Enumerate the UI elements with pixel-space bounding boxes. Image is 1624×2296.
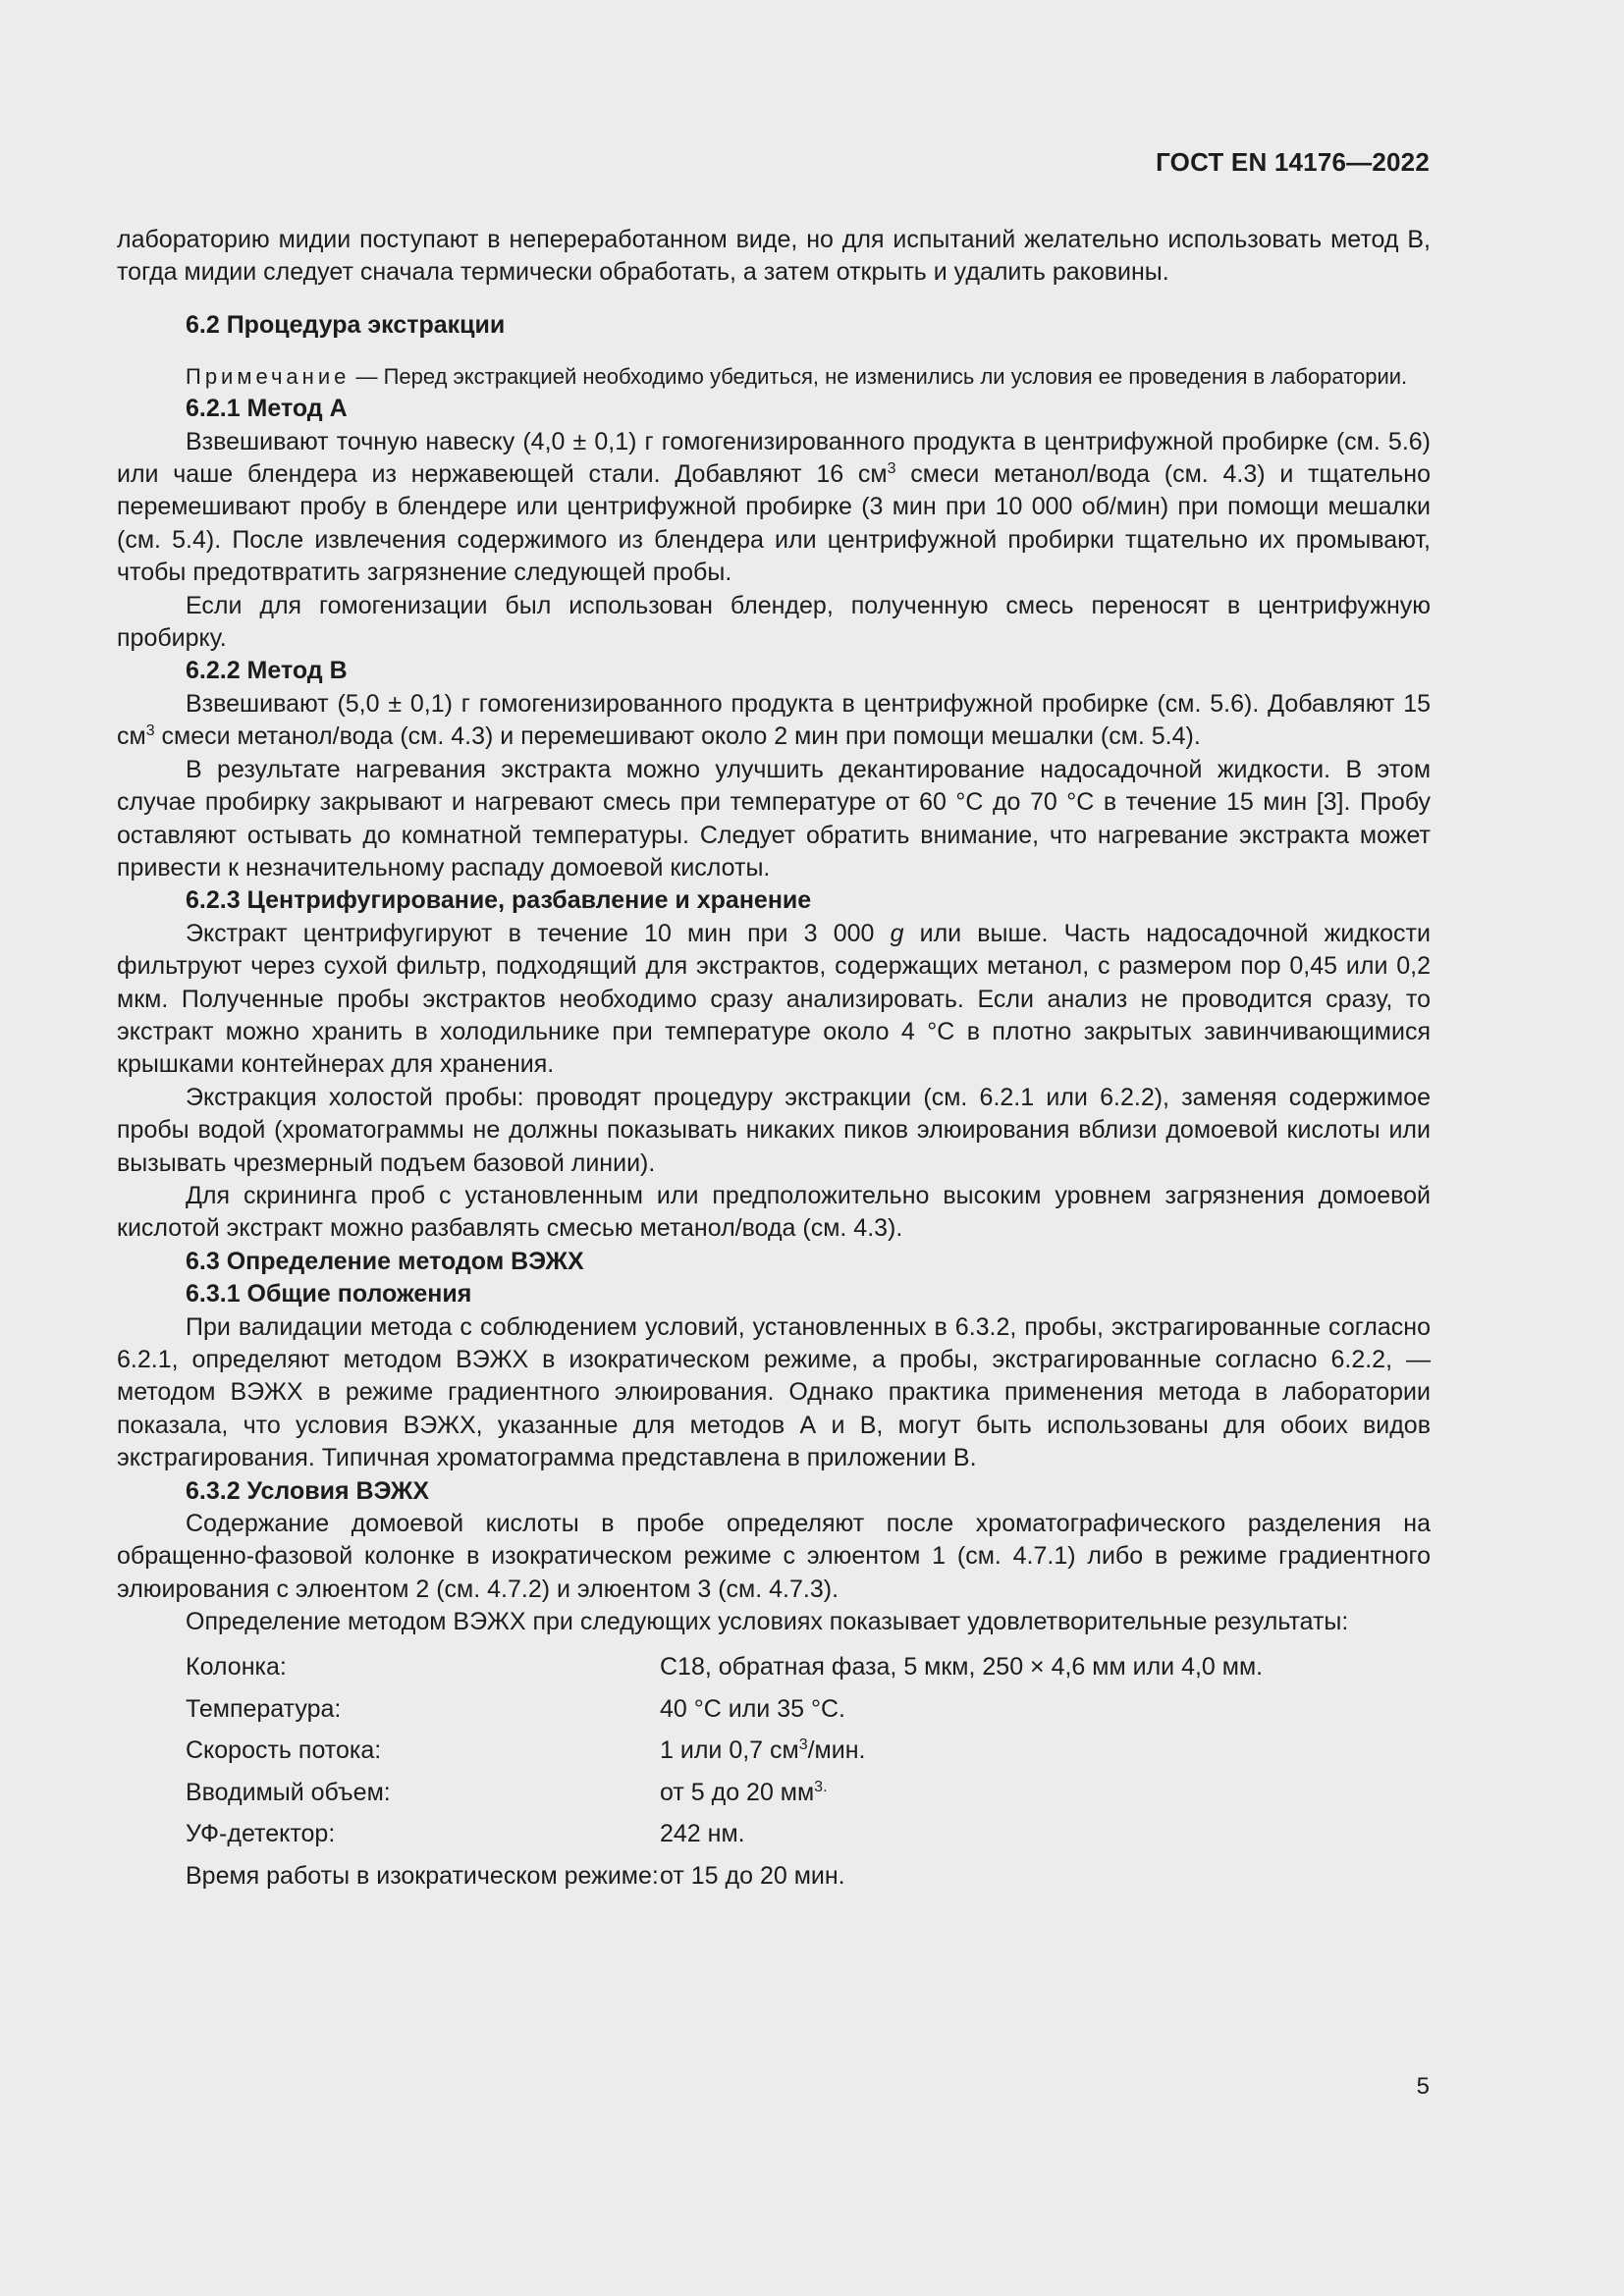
condition-value: от 15 до 20 мин.	[660, 1861, 845, 1890]
text-run: Взвешивают точную навеску (4,0 ± 0,1) г гомогенизированного продукта в центрифужной пробирке (см. 5.6) или чаше блендера из нержавеющей стали. Добавляют 16 см	[117, 427, 1431, 489]
paragraph: Для скрининга проб с установленным или предположительно высоким уровнем загрязнения домоевой кислотой экстракт можно разбавлять смесью метанол/вода (см. 4.3).	[117, 1181, 1431, 1243]
paragraph	[117, 918, 1431, 1082]
section-6-2-1-title: 6.2.1 Метод А	[186, 395, 348, 423]
text-run: Взвешивают (5,0 ± 0,1) г гомогенизированного продукта в центрифужной пробирке (см. 5.6). Добавляют 15 см	[117, 689, 1431, 751]
section-6-3-1-title: 6.3.1 Общие положения	[186, 1280, 472, 1308]
hplc-conditions-table	[117, 1647, 1431, 1897]
superscript: 3	[887, 460, 896, 478]
superscript: 3	[145, 722, 155, 740]
intro-paragraph: лабораторию мидии поступают в непереработанном виде, но для испытаний желательно использовать метод В, тогда мидии следует сначала термически обработать, а затем открыть и удалить раковины.	[117, 226, 1431, 287]
condition-row	[117, 1814, 1431, 1856]
condition-row	[117, 1647, 1431, 1689]
text-run: смеси метанол/вода (см. 4.3) и тщательно перемешивают пробу в блендере или центрифужной пробирке (3 мин при 10 000 об/мин) при помощи мешалки (см. 5.4). После извлечения содержимого из блендера или центрифужной пробирки тщательно их промывают, чтобы предотвратить загрязнение следующей пробы.	[117, 460, 1431, 587]
paragraph: При валидации метода с соблюдением условий, установленных в 6.3.2, пробы, экстрагированные согласно 6.2.1, определяют методом ВЭЖХ в изократическом режиме, а пробы, экстрагированные согласно 6.2.2, — методом ВЭЖХ в режиме градиентного элюирования. Однако практика применения метода в лаборатории показала, что условия ВЭЖХ, указанные для методов А и В, могут быть использованы для обоих видов экстрагирования. Типичная хроматограмма представлена в приложении В.	[117, 1312, 1431, 1472]
paragraph: Экстракция холостой пробы: проводят процедуру экстракции (см. 6.2.1 или 6.2.2), заменяя содержимое пробы водой (хроматограммы не должны показывать никаких пиков элюирования вблизи домоевой кислоты или вызывать чрезмерный подъем базовой линии).	[117, 1083, 1431, 1177]
page-number: 5	[1416, 2073, 1430, 2100]
section-6-2-title: 6.2 Процедура экстракции	[186, 310, 506, 339]
condition-value: 242 нм.	[660, 1820, 745, 1848]
condition-label: Колонка:	[186, 1653, 287, 1682]
section-6-2-2-title: 6.2.2 Метод В	[186, 657, 348, 685]
note-text: — Перед экстракцией необходимо убедиться, не изменились ли условия ее проведения в лаборатории.	[350, 364, 1408, 390]
document-body	[117, 224, 1431, 1897]
condition-value: 40 °С или 35 °С.	[660, 1694, 845, 1723]
paragraph	[117, 688, 1431, 754]
condition-label: Скорость потока:	[186, 1736, 382, 1765]
condition-row	[117, 1688, 1431, 1731]
condition-label: УФ-детектор:	[186, 1820, 336, 1848]
condition-row	[117, 1855, 1431, 1897]
condition-row	[117, 1772, 1431, 1814]
condition-value: от 5 до 20 $мм^{3.}$	[660, 1778, 828, 1806]
note	[117, 361, 1431, 393]
condition-label: Температура:	[186, 1694, 342, 1723]
paragraph: В результате нагревания экстракта можно улучшить декантирование надосадочной жидкости. В этом случае пробирку закрывают и нагревают смесь при температуре от 60 °С до 70 °С в течение 15 мин [3]. Пробу оставляют остывать до комнатной температуры. Следует обратить внимание, что нагревание экстракта может привести к незначительному распаду домоевой кислоты.	[117, 755, 1431, 881]
condition-value: 1 или 0,7 $см^3$/мин.	[660, 1736, 866, 1765]
section-6-2-3-title: 6.2.3 Центрифугирование, разбавление и хранение	[186, 886, 812, 915]
italic-g: g	[890, 919, 904, 947]
note-label: Примечание	[186, 364, 351, 390]
text-run: Экстракт центрифугируют в течение 10 мин при 3 000	[186, 919, 891, 947]
section-6-3-title: 6.3 Определение методом ВЭЖХ	[186, 1247, 584, 1275]
condition-row	[117, 1731, 1431, 1773]
paragraph: Определение методом ВЭЖХ при следующих условиях показывает удовлетворительные результаты:	[186, 1608, 1349, 1636]
text-run: смеси метанол/вода (см. 4.3) и перемешивают около 2 мин при помощи мешалки (см. 5.4).	[154, 722, 1201, 751]
paragraph: Если для гомогенизации был использован блендер, полученную смесь переносят в центрифужную пробирку.	[117, 591, 1431, 653]
paragraph: Содержание домоевой кислоты в пробе определяют после хроматографического разделения на обращенно-фазовой колонке в изократическом режиме с элюентом 1 (см. 4.7.1) либо в режиме градиентного элюирования с элюентом 2 (см. 4.7.2) и элюентом 3 (см. 4.7.3).	[117, 1510, 1431, 1603]
section-6-3-2-title: 6.3.2 Условия ВЭЖХ	[186, 1476, 430, 1505]
standard-header: ГОСТ EN 14176—2022	[1156, 147, 1430, 177]
condition-label: Вводимый объем:	[186, 1778, 391, 1806]
paragraph	[117, 426, 1431, 590]
condition-value: С18, обратная фаза, 5 мкм, 250 × 4,6 мм или 4,0 мм.	[660, 1653, 1264, 1682]
condition-label: Время работы в изократическом режиме:	[186, 1861, 659, 1890]
text-run: или выше. Часть надосадочной жидкости фильтруют через сухой фильтр, подходящий для экстрактов, содержащих метанол, с размером пор 0,45 или 0,2 мкм. Полученные пробы экстрактов необходимо сразу анализировать. Если анализ не проводится сразу, то экстракт можно хранить в холодильнике при температуре около 4 °С в плотно закрытых завинчивающимися крышками контейнерах для хранения.	[117, 919, 1431, 1079]
